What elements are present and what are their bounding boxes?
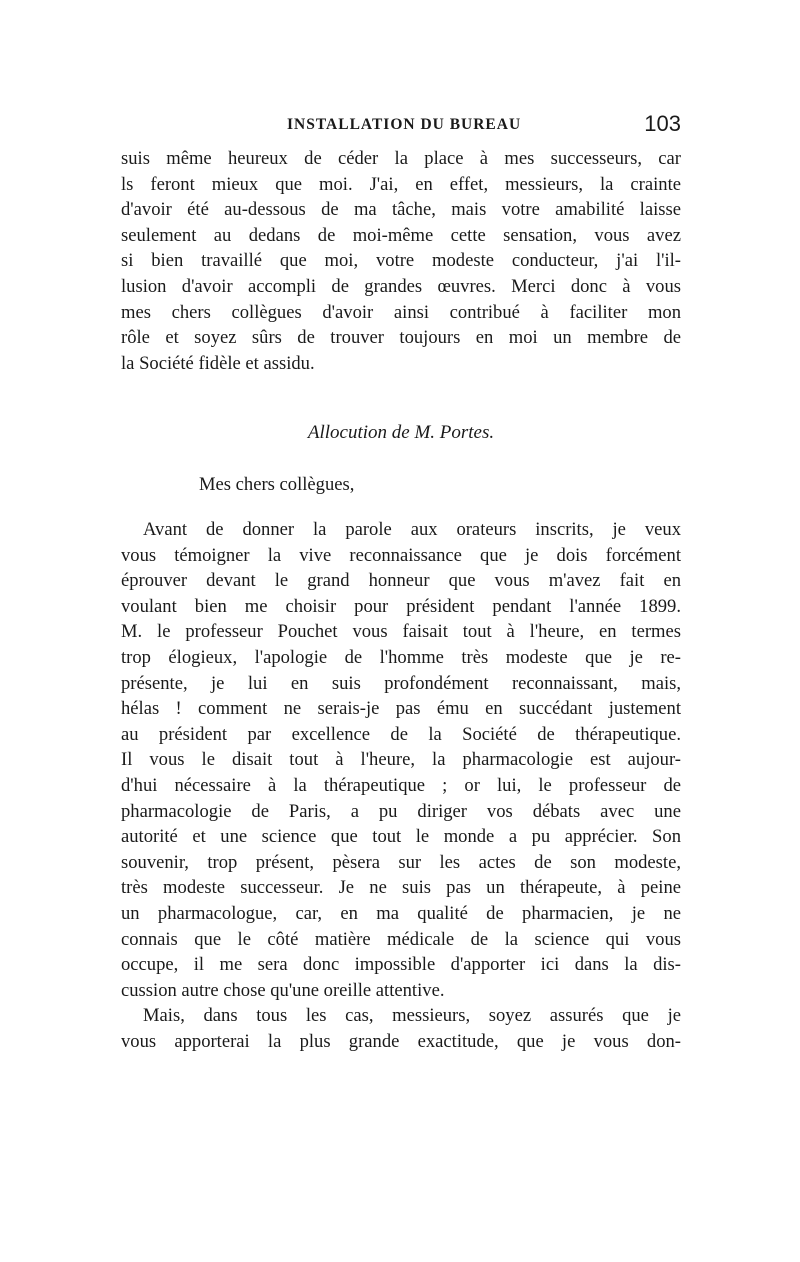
text-line: Mais, dans tous les cas, messieurs, soyez assurés que je (143, 1005, 681, 1027)
paragraph-closing-remarks (121, 146, 681, 376)
text-line: ls feront mieux que moi. J'ai, en effet, messieurs, la crainte (121, 173, 681, 195)
page-number: 103 (644, 111, 681, 136)
text-line: d'hui nécessaire à la thérapeutique ; or lui, le professeur de (121, 774, 681, 796)
text-line: éprouver devant le grand honneur que vous m'avez fait en (121, 570, 681, 592)
text-line: vous apporterai la plus grande exactitude, que je vous don- (121, 1030, 681, 1052)
text-line: si bien travaillé que moi, votre modeste conducteur, j'ai l'il- (121, 250, 681, 272)
text-line: au président par excellence de la Société de thérapeutique. (121, 723, 681, 745)
paragraph-allocution (121, 517, 681, 1054)
text-line: pharmacologie de Paris, a pu diriger vos débats avec une (121, 800, 681, 822)
running-head (121, 111, 681, 140)
text-line: un pharmacologue, car, en ma qualité de pharmacien, je ne (121, 902, 681, 924)
salutation: Mes chers collègues, (199, 474, 355, 495)
text-line: hélas ! comment ne serais-je pas ému en succédant justement (121, 698, 681, 720)
text-line: Avant de donner la parole aux orateurs inscrits, je veux (143, 519, 681, 540)
section-title: Allocution de M. Portes. (307, 422, 495, 443)
text-line: autorité et une science que tout le monde a pu apprécier. Son (121, 826, 681, 848)
text-line: occupe, il me sera donc impossible d'apporter ici dans la dis- (121, 954, 681, 976)
text-line: la Société fidèle et assidu. (121, 352, 315, 374)
text-line: voulant bien me choisir pour président pendant l'année 1899. (121, 595, 681, 617)
text-line: souvenir, trop présent, pèsera sur les actes de son modeste, (121, 851, 681, 873)
text-line: très modeste successeur. Je ne suis pas un thérapeute, à peine (121, 877, 681, 899)
text-line: rôle et soyez sûrs de trouver toujours en moi un membre de (121, 327, 681, 349)
text-line: connais que le côté matière médicale de la science qui vous (121, 928, 681, 950)
running-title: INSTALLATION DU BUREAU (287, 116, 522, 133)
text-line: trop élogieux, l'apologie de l'homme très modeste que je re- (121, 646, 681, 668)
text-line: cussion autre chose qu'une oreille attentive. (121, 979, 445, 1001)
text-line: lusion d'avoir accompli de grandes œuvres. Merci donc à vous (121, 275, 681, 297)
text-line: mes chers collègues d'avoir ainsi contribué à faciliter mon (121, 301, 681, 323)
text-line: Il vous le disait tout à l'heure, la pharmacologie est aujour- (121, 749, 681, 771)
text-line: suis même heureux de céder la place à mes successeurs, car (121, 148, 681, 169)
text-line: d'avoir été au-dessous de ma tâche, mais votre amabilité laisse (121, 199, 681, 221)
text-line: présente, je lui en suis profondément reconnaissant, mais, (121, 672, 681, 694)
text-line: M. le professeur Pouchet vous faisait tout à l'heure, en termes (121, 621, 681, 643)
text-line: seulement au dedans de moi-même cette sensation, vous avez (121, 224, 681, 246)
text-line: vous témoigner la vive reconnaissance que je dois forcément (121, 544, 681, 566)
